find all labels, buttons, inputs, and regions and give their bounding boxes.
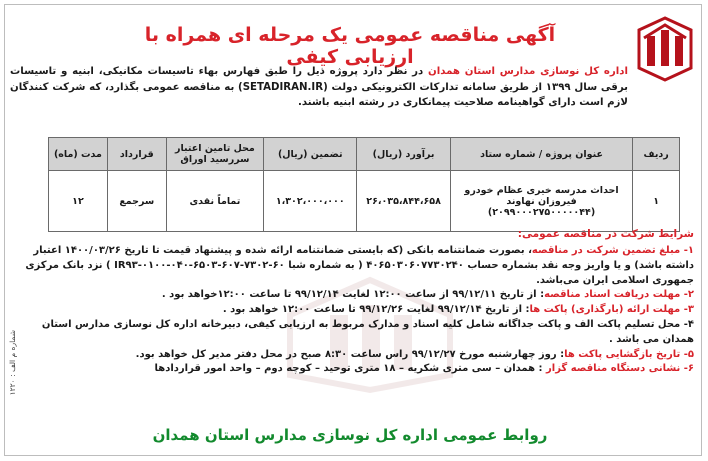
cell-guarantee: ۱،۳۰۲،۰۰۰،۰۰۰ xyxy=(264,171,357,232)
intro-text: در نظر دارد پروژه ذیل را طبق فهارس بهاء تاسیسات مکانیکی، ابنیه و تاسیسات برقی سال ۱۳۹۹ از طریق سامانه تدارکات الکترونیکی دولت (SETADIRAN.IR) به مناقصه عمومی بگذارد، که شرکت کنندگان لازم است دارای گواهینامه صلاحیت پیمانکاری در رشته ابنیه باشند. xyxy=(10,66,628,108)
condition-text: ، بصورت ضمانتنامه بانکی (که بایستی ضمانتنامه ارائه شده و پیشنهاد قیمت تا تاریخ ۱۴۰۰/۰۳/۲۶ اعتبار داشته باشد) و یا واریز وجه نقد بشماره حساب ۴۰۶۵۰۳۰۶۰۷۷۳۰۲۴۰ ( به شماره شبا ۶۰-۷۳۰۲-۶۰۷-۶۵۰۳-۰۴۰-۰۱۰۰-IR۹۳ ) نزد بانک مرکزی جمهوری اسلامی ایران می‌باشد. xyxy=(25,245,694,286)
condition-text: ۴- محل تسلیم پاکت الف و پاکت جداگانه شامل کلیه اسناد و مدارک مربوط به ارزیابی کیفی، دبیرخانه اداره کل نوسازی مدارس استان همدان می باشد . xyxy=(41,318,694,345)
cell-duration: ۱۲ xyxy=(49,171,108,232)
cell-row-number: ۱ xyxy=(633,171,680,232)
condition-item xyxy=(14,348,694,363)
condition-label: ۲- مهلت دریافت اسناد مناقصه xyxy=(544,289,694,301)
condition-label: ۳- مهلت ارائه (بارگذاری) پاکت ها xyxy=(529,304,694,316)
tender-table xyxy=(48,137,680,232)
header-row-number: ردیف xyxy=(633,138,680,171)
intro-paragraph xyxy=(10,64,628,111)
condition-label: ۵- تاریخ بازگشایی پاکت ها xyxy=(564,348,694,360)
organization-name: اداره کل نوسازی مدارس استان همدان xyxy=(428,66,628,77)
cell-project-title: احداث مدرسه خیری عظام خودرو فیروزان نهاوند (۲۰۹۹۰۰۰۲۷۵۰۰۰۰۰۴۴) xyxy=(450,171,633,232)
table-header-row xyxy=(49,138,680,171)
condition-text: : از تاریخ ۹۹/۱۲/۱۱ از ساعت ۱۲:۰۰ لغایت ۹۹/۱۲/۱۴ تا ساعت ۱۲:۰۰خواهد بود . xyxy=(161,289,545,301)
cell-contract: سرجمع xyxy=(107,171,166,232)
notice-title: آگهی مناقصه عمومی یک مرحله ای همراه با ارزیابی کیفی xyxy=(144,24,556,68)
header-estimate: برآورد (ریال) xyxy=(357,138,450,171)
condition-item xyxy=(14,362,694,377)
cell-funding-source: تماماً نقدی xyxy=(166,171,263,232)
condition-item xyxy=(14,288,694,303)
reference-number: شماره م الف : ۱۲۲۰ xyxy=(8,330,17,396)
header-guarantee: تضمین (ریال) xyxy=(264,138,357,171)
header-contract: قرارداد xyxy=(107,138,166,171)
condition-item xyxy=(14,318,694,348)
condition-label: ۶- نشانی دستگاه مناقصه گزار xyxy=(546,363,694,375)
school-renovation-logo xyxy=(636,16,694,82)
footer-signature: روابط عمومی اداره کل نوسازی مدارس استان همدان xyxy=(152,426,548,444)
header-funding-source: محل تامین اعتبار سررسید اوراق xyxy=(166,138,263,171)
header-project-title: عنوان پروژه / شماره ستاد xyxy=(450,138,633,171)
condition-text: : همدان – سی متری شکریه – ۱۸ متری توحید – کوچه دوم – واحد امور قراردادها xyxy=(154,363,547,375)
condition-item xyxy=(14,244,694,288)
conditions-list xyxy=(14,244,694,377)
conditions-title: شرایط شرکت در مناقصه عمومی: xyxy=(517,228,694,240)
table-row xyxy=(49,171,680,232)
condition-label: ۱- مبلغ تضمین شرکت در مناقصه xyxy=(531,245,694,256)
condition-item xyxy=(14,303,694,318)
header-duration: مدت (ماه) xyxy=(49,138,108,171)
cell-estimate: ۲۶،۰۳۵،۸۴۴،۶۵۸ xyxy=(357,171,450,232)
condition-text: : از تاریخ ۹۹/۱۲/۱۴ لغایت ۹۹/۱۲/۲۶ تا ساعت ۱۲:۰۰ خواهد بود . xyxy=(222,304,530,316)
condition-text: : روز چهارشنبه مورخ ۹۹/۱۲/۲۷ راس ساعت ۸:۳۰ صبح در محل دفتر مدیر کل خواهد بود. xyxy=(135,348,565,360)
